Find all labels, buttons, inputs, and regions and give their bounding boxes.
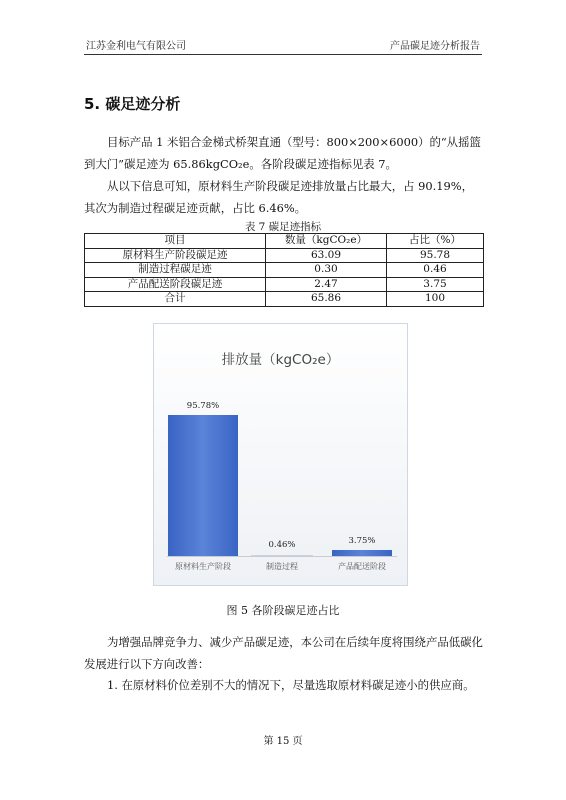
chart-category-label-1: 原材料生产阶段 (175, 562, 231, 571)
chart-data-label-2: 0.46% (268, 540, 296, 550)
footprint-table (84, 233, 484, 307)
chart-data-label-1: 95.78% (186, 401, 220, 412)
chart-bar-1 (168, 415, 238, 556)
table-header-row (85, 234, 484, 249)
header-divider (84, 54, 482, 55)
table-cell: 0.30 (266, 263, 387, 278)
chart-bar-2 (251, 555, 313, 556)
paragraph-improvement: 为增强品牌竞争力、减少产品碳足迹，本公司在后续年度将围绕产品低碳化发展进行以下方向改善： (84, 635, 483, 671)
table-header-item: 项目 (85, 234, 266, 249)
paragraph-summary: 目标产品 1 米铝合金梯式桥架直通（型号：800×200×6000）的“从摇篮到大门”碳足迹为 65.86kgCO₂e。各阶段碳足迹指标见表 7。 (84, 135, 481, 171)
paragraph-analysis: 从以下信息可知，原材料生产阶段碳足迹排放量占比最大，占 90.19%，其次为制造过程碳足迹贡献，占比 6.46%。 (84, 179, 473, 215)
table-cell: 95.78 (387, 248, 484, 263)
table-cell: 原材料生产阶段碳足迹 (85, 248, 266, 263)
chart-title: 排放量（kgCO₂e） (221, 352, 340, 368)
table-row (85, 277, 484, 292)
emissions-bar-chart (153, 323, 408, 586)
figure-caption: 图 5 各阶段碳足迹占比 (226, 604, 340, 617)
chart-bar-3 (332, 550, 392, 556)
section-title: 5. 碳足迹分析 (84, 95, 181, 113)
chart-data-label-3: 3.75% (348, 536, 376, 547)
table-cell: 65.86 (266, 292, 387, 307)
header-company: 江苏金利电气有限公司 (86, 41, 186, 52)
improvement-item-1: 1. 在原材料价位差别不大的情况下，尽量选取原材料碳足迹小的供应商。 (107, 678, 475, 692)
table-cell: 0.46 (387, 263, 484, 278)
table-header-quantity: 数量（kgCO₂e） (266, 234, 387, 249)
table-cell: 产品配送阶段碳足迹 (85, 277, 266, 292)
chart-category-label-2: 制造过程 (266, 562, 298, 571)
table-header-share: 占比（%） (387, 234, 484, 249)
table-cell: 3.75 (387, 277, 484, 292)
table-row (85, 248, 484, 263)
table-cell: 63.09 (266, 248, 387, 263)
header-report-title: 产品碳足迹分析报告 (390, 41, 480, 52)
table-caption: 表 7 碳足迹指标 (244, 221, 322, 233)
chart-x-axis (167, 556, 397, 557)
chart-category-label-3: 产品配送阶段 (338, 562, 386, 571)
table-row (85, 263, 484, 278)
table-cell: 合计 (85, 292, 266, 307)
table-cell: 100 (387, 292, 484, 307)
table-cell: 制造过程碳足迹 (85, 263, 266, 278)
page-number: 第 15 页 (263, 736, 303, 747)
table-cell: 2.47 (266, 277, 387, 292)
table-row (85, 292, 484, 307)
